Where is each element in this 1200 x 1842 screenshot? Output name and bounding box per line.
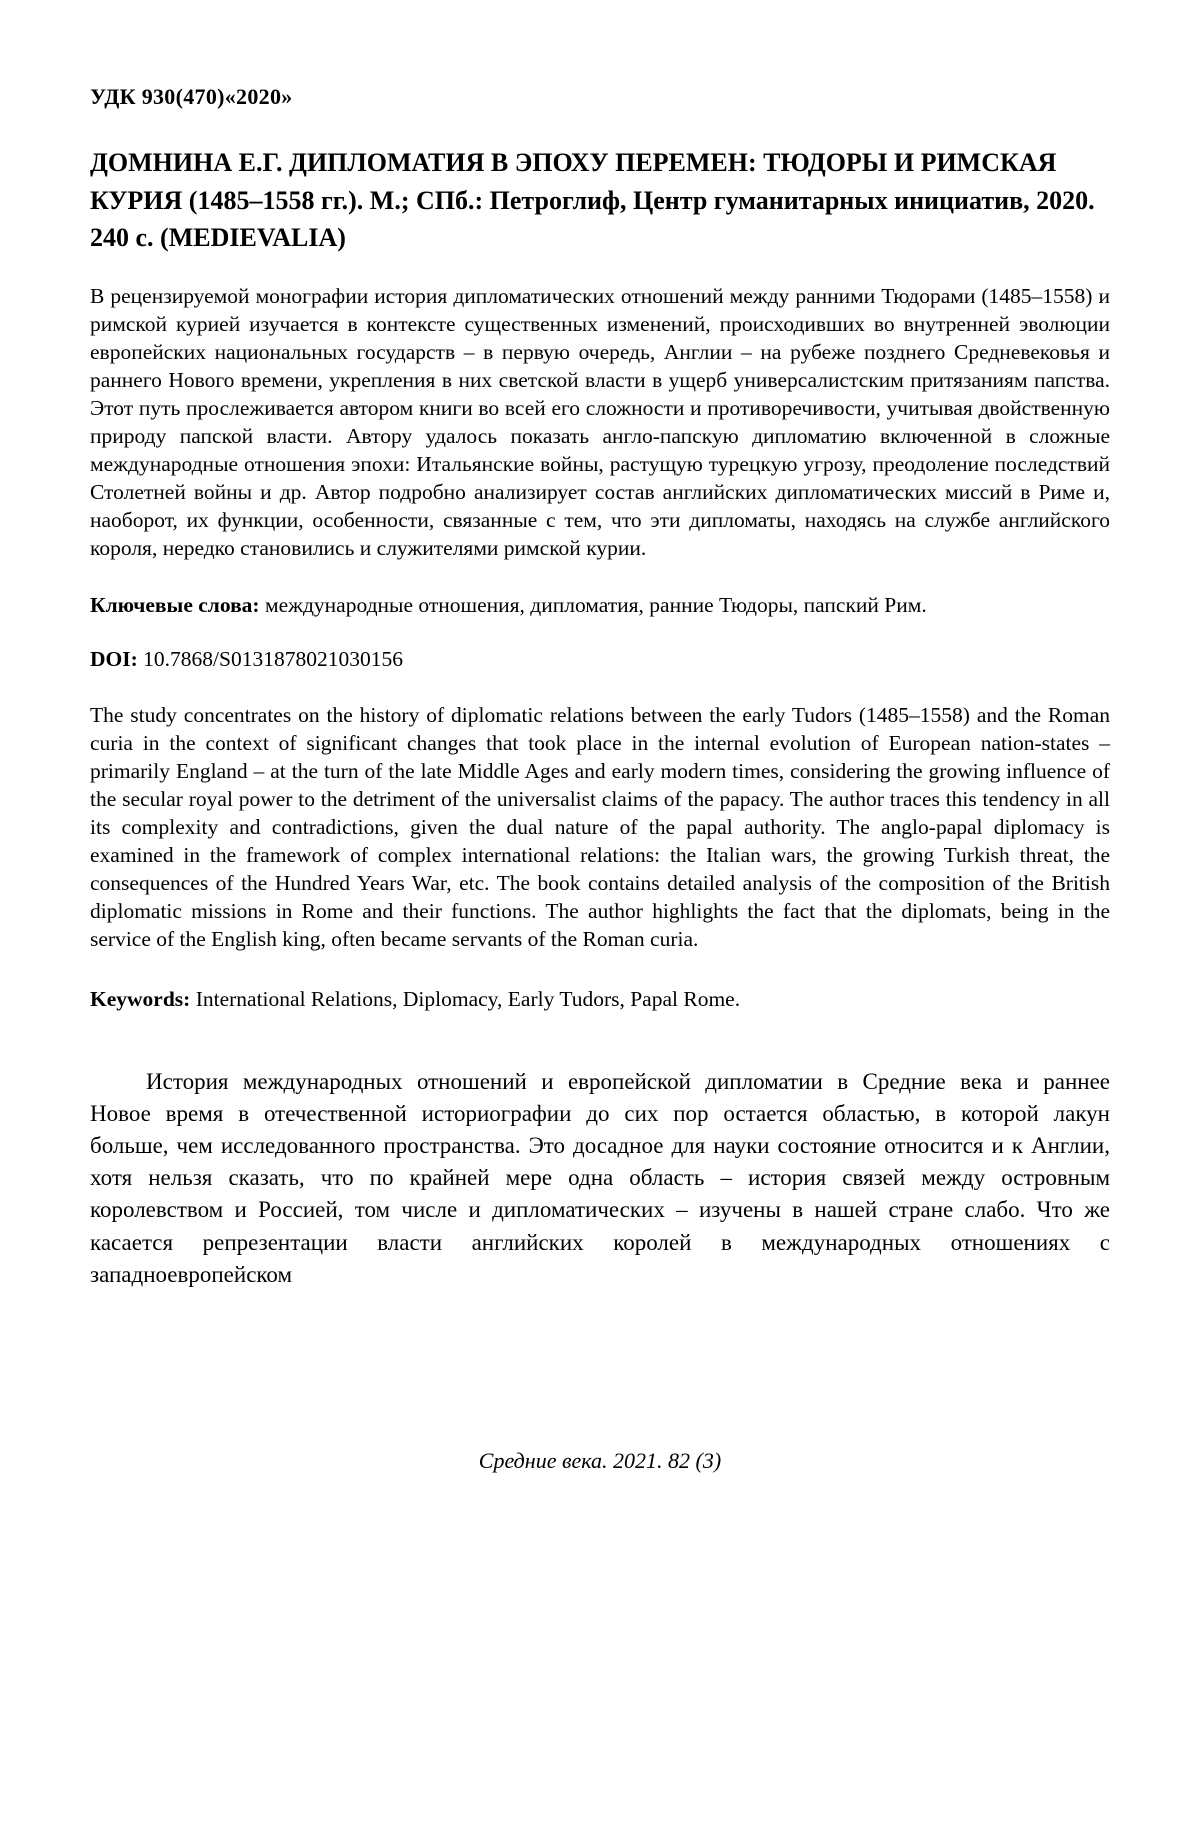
article-title: ДОМНИНА Е.Г. ДИПЛОМАТИЯ В ЭПОХУ ПЕРЕМЕН: ТЮДОРЫ И РИМСКАЯ КУРИЯ (1485–1558 гг.). М.; СПб.: Петроглиф, Центр гуманитарных инициатив, 2020. 240 с. (MEDIEVALIA) [90, 148, 1095, 253]
keywords-english-text: International Relations, Diplomacy, Early Tudors, Papal Rome. [190, 986, 741, 1011]
keywords-russian [90, 592, 1110, 620]
doi-line [90, 646, 1110, 674]
abstract-english: The study concentrates on the history of diplomatic relations between the early Tudors (1485–1558) and the Roman curia in the context of significant changes that took place in the internal evolution of European nation-states – primarily England – at the turn of the late Middle Ages and early modern times, considering the growing influence of the secular royal power to the detriment of the universalist claims of the papacy. The author traces this tendency in all its complexity and contradictions, given the dual nature of the papal authority. The anglo-papal diplomacy is examined in the framework of complex international relations: the Italian wars, the growing Turkish threat, the consequences of the Hundred Years War, etc. The book contains detailed analysis of the composition of the British diplomatic missions in Rome and their functions. The author highlights the fact that the diplomats, being in the service of the English king, often became servants of the Roman curia. [90, 703, 1110, 951]
keywords-russian-text: международные отношения, дипломатия, ранние Тюдоры, папский Рим. [259, 593, 927, 618]
doi-value: 10.7868/S0131878021030156 [137, 647, 403, 672]
doi-label: DOI: [90, 647, 138, 672]
abstract-russian: В рецензируемой монографии история дипломатических отношений между ранними Тюдорами (1485–1558) и римской курией изучается в контексте существенных изменений, происходивших во внутренней эволюции европейских национальных государств – в первую очередь, Англии – на рубеже позднего Средневековья и раннего Нового времени, укрепления в них светской власти в ущерб универсалистским притязаниям папства. Этот путь прослеживается автором книги во всей его сложности и противоречивости, учитывая двойственную природу папской власти. Автору удалось показать англо-папскую дипломатию включенной в сложные международные отношения эпохи: Итальянские войны, растущую турецкую угрозу, преодоление последствий Столетней войны и др. Автор подробно анализирует состав английских дипломатических миссий в Риме и, наоборот, их функции, особенности, связанные с тем, что эти дипломаты, находясь на службе английского короля, нередко становились и служителями римской курии. [90, 284, 1110, 560]
journal-footer: Средние века. 2021. 82 (3) [478, 1448, 722, 1473]
keywords-russian-label: Ключевые слова: [90, 593, 260, 618]
keywords-english [90, 986, 1110, 1014]
keywords-english-label: Keywords: [90, 986, 191, 1011]
udk-code: УДК 930(470)«2020» [90, 84, 293, 109]
body-paragraph: История международных отношений и европейской дипломатии в Средние века и раннее Новое время в отечественной историографии до сих пор остается областью, в которой лакун больше, чем исследованного пространства. Это досадное для науки состояние относится и к Англии, хотя нельзя сказать, что по крайней мере одна область – история связей между островным королевством и Россией, том числе и дипломатических – изучены в нашей стране слабо. Что же касается репрезентации власти английских королей в международных отношениях с западноевропейском [90, 1068, 1110, 1287]
